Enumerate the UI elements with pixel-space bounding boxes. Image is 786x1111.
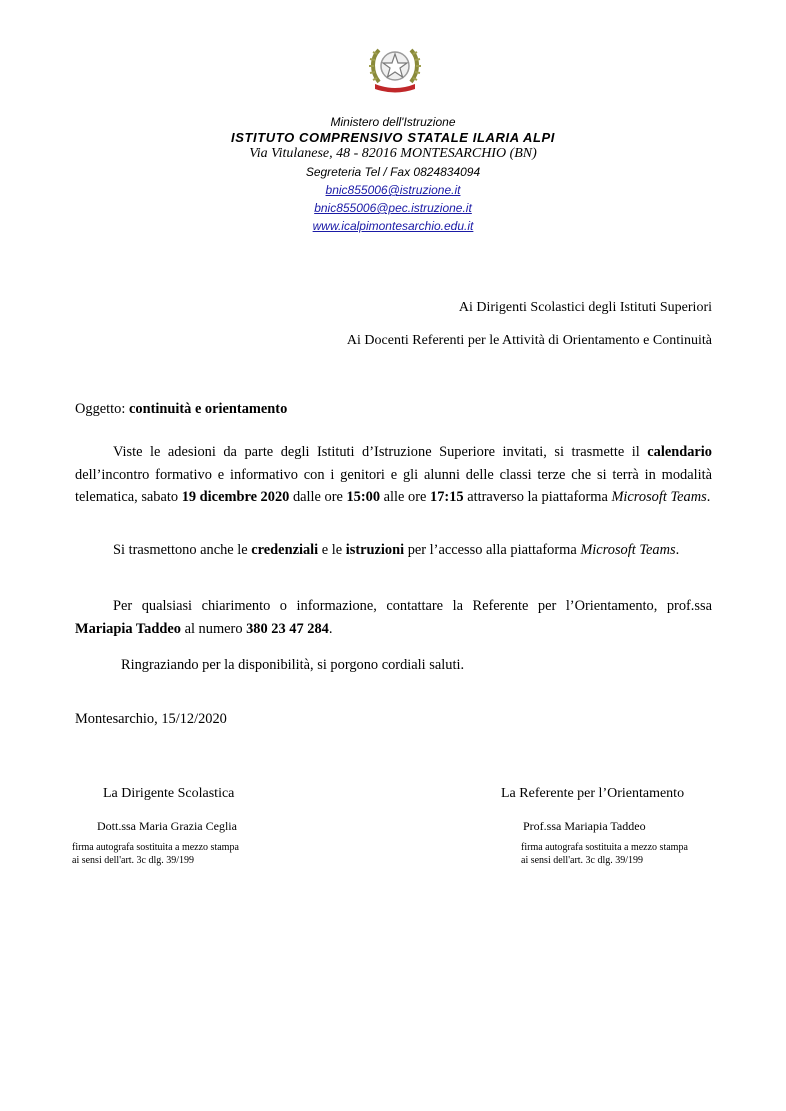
signature-left-name: Dott.ssa Maria Grazia Ceglia: [97, 819, 237, 833]
text: .: [328, 620, 333, 637]
school-address: Via Vitulanese, 48 - 82016 MONTESARCHIO (BN): [249, 146, 537, 161]
paragraph-credentials: [75, 539, 712, 562]
text: dalle ore: [289, 489, 347, 505]
paragraph-contact: [75, 595, 712, 640]
subject-text: continuità e orientamento: [128, 401, 288, 417]
signature-left-title: La Dirigente Scolastica: [103, 786, 235, 801]
contact-phone: 380 23 47 284: [246, 620, 329, 637]
text: per l’accesso alla piattaforma: [404, 542, 581, 558]
ministry-name: Ministero dell'Istruzione: [330, 115, 456, 129]
signature-right-name: Prof.ssa Mariapia Taddeo: [523, 819, 646, 833]
place-date: Montesarchio, 15/12/2020: [75, 711, 227, 727]
contact-name: Mariapia Taddeo: [75, 620, 181, 637]
paragraph-calendar: [75, 441, 712, 509]
signature-left-note: ai sensi dell'art. 3c dlg. 39/199: [72, 855, 195, 866]
recipient-line: Ai Docenti Referenti per le Attività di Orientamento e Continuità: [346, 333, 712, 348]
email-link[interactable]: bnic855006@istruzione.it: [325, 183, 461, 197]
signature-right-title: La Referente per l’Orientamento: [501, 786, 685, 801]
text: Si trasmettono anche le: [113, 542, 252, 558]
signature-right-note: ai sensi dell'art. 3c dlg. 39/199: [521, 855, 644, 866]
event-date: 19 dicembre 2020: [181, 489, 290, 505]
website-link[interactable]: www.icalpimontesarchio.edu.it: [312, 219, 474, 233]
text: attraverso la piattaforma: [463, 489, 612, 505]
text: e le: [318, 542, 346, 558]
platform-name: Microsoft Teams: [580, 542, 676, 558]
school-name: ISTITUTO COMPRENSIVO STATALE ILARIA ALPI: [231, 130, 555, 145]
text: Viste le adesioni da parte degli Istituti d’Istruzione Superiore invitati, si trasmette il: [113, 444, 648, 460]
emblem-italian-republic-logo: [365, 38, 425, 98]
bold-text: credenziali: [251, 542, 319, 558]
text: al numero: [180, 620, 247, 637]
text: dell’incontro formativo e informativo con i genitori e gli alunni delle classi terze che si terrà in modalità telematica, sabato: [75, 466, 712, 505]
closing-greeting: Ringraziando per la disponibilità, si porgono cordiali saluti.: [121, 657, 465, 673]
recipient-line: Ai Dirigenti Scolastici degli Istituti Superiori: [458, 300, 712, 315]
school-phone: Segreteria Tel / Fax 0824834094: [305, 165, 481, 179]
subject-line: [75, 401, 287, 418]
text: .: [706, 489, 711, 505]
bold-text: calendario: [647, 444, 712, 460]
bold-text: istruzioni: [345, 542, 405, 558]
platform-name: Microsoft Teams: [611, 489, 707, 505]
start-time: 15:00: [346, 489, 381, 505]
signature-right-note: firma autografa sostituita a mezzo stampa: [521, 842, 688, 853]
signature-left-note: firma autografa sostituita a mezzo stampa: [72, 842, 239, 853]
subject-label: Oggetto:: [75, 401, 126, 417]
text: alle ore: [380, 489, 431, 505]
emblem-icon: [365, 38, 425, 98]
text: Per qualsiasi chiarimento o informazione, contattare la Referente per l’Orientamento, prof.ssa: [113, 598, 712, 614]
text: .: [675, 542, 680, 558]
end-time: 17:15: [430, 489, 464, 505]
pec-email-link[interactable]: bnic855006@pec.istruzione.it: [314, 201, 472, 215]
